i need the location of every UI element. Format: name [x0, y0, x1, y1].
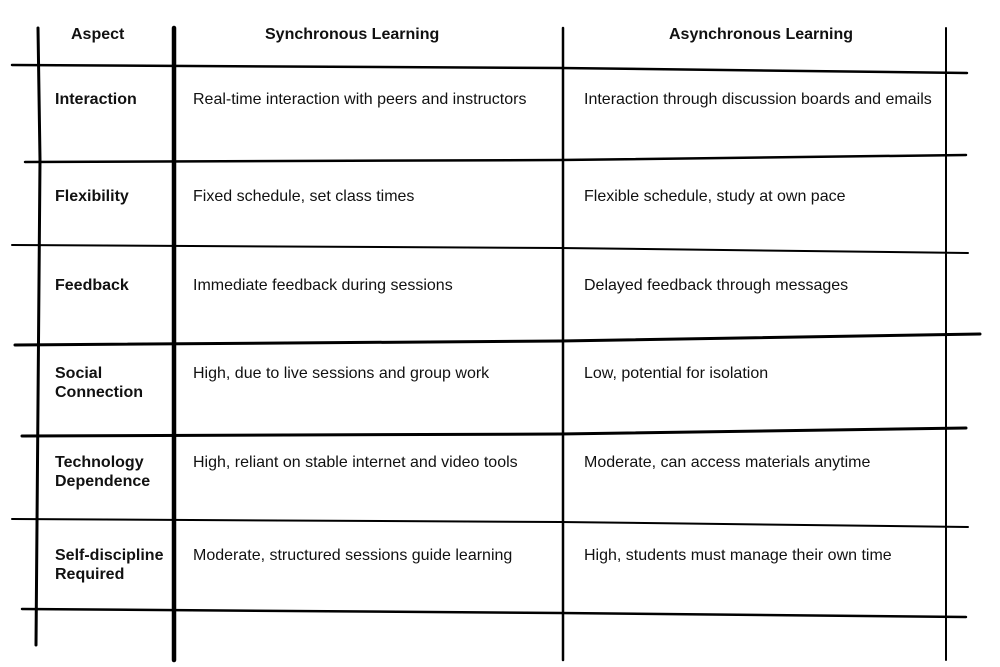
row-aspect: Social Connection [55, 365, 143, 401]
row-async: Delayed feedback through messages [584, 277, 849, 294]
header-synchronous: Synchronous Learning [265, 26, 440, 43]
row-async: Low, potential for isolation [584, 365, 769, 382]
row-sync: High, due to live sessions and group work [193, 365, 490, 382]
row-aspect: Interaction [55, 91, 137, 108]
row-async: Interaction through discussion boards and emails [584, 91, 932, 108]
row-sync: High, reliant on stable internet and video tools [193, 454, 518, 471]
row-sync: Moderate, structured sessions guide learning [193, 547, 513, 564]
row-sync: Immediate feedback during sessions [193, 277, 453, 294]
row-async: Flexible schedule, study at own pace [584, 188, 846, 205]
row-async: Moderate, can access materials anytime [584, 454, 871, 471]
row-sync: Fixed schedule, set class times [193, 188, 415, 205]
row-aspect: Feedback [55, 277, 129, 294]
row-aspect: Flexibility [55, 188, 129, 205]
row-async: High, students must manage their own time [584, 547, 892, 564]
header-asynchronous: Asynchronous Learning [669, 26, 854, 43]
header-aspect: Aspect [71, 26, 125, 43]
row-sync: Real-time interaction with peers and instructors [193, 91, 527, 108]
row-aspect: Technology Dependence [55, 454, 151, 490]
row-aspect: Self-discipline Required [55, 547, 164, 583]
